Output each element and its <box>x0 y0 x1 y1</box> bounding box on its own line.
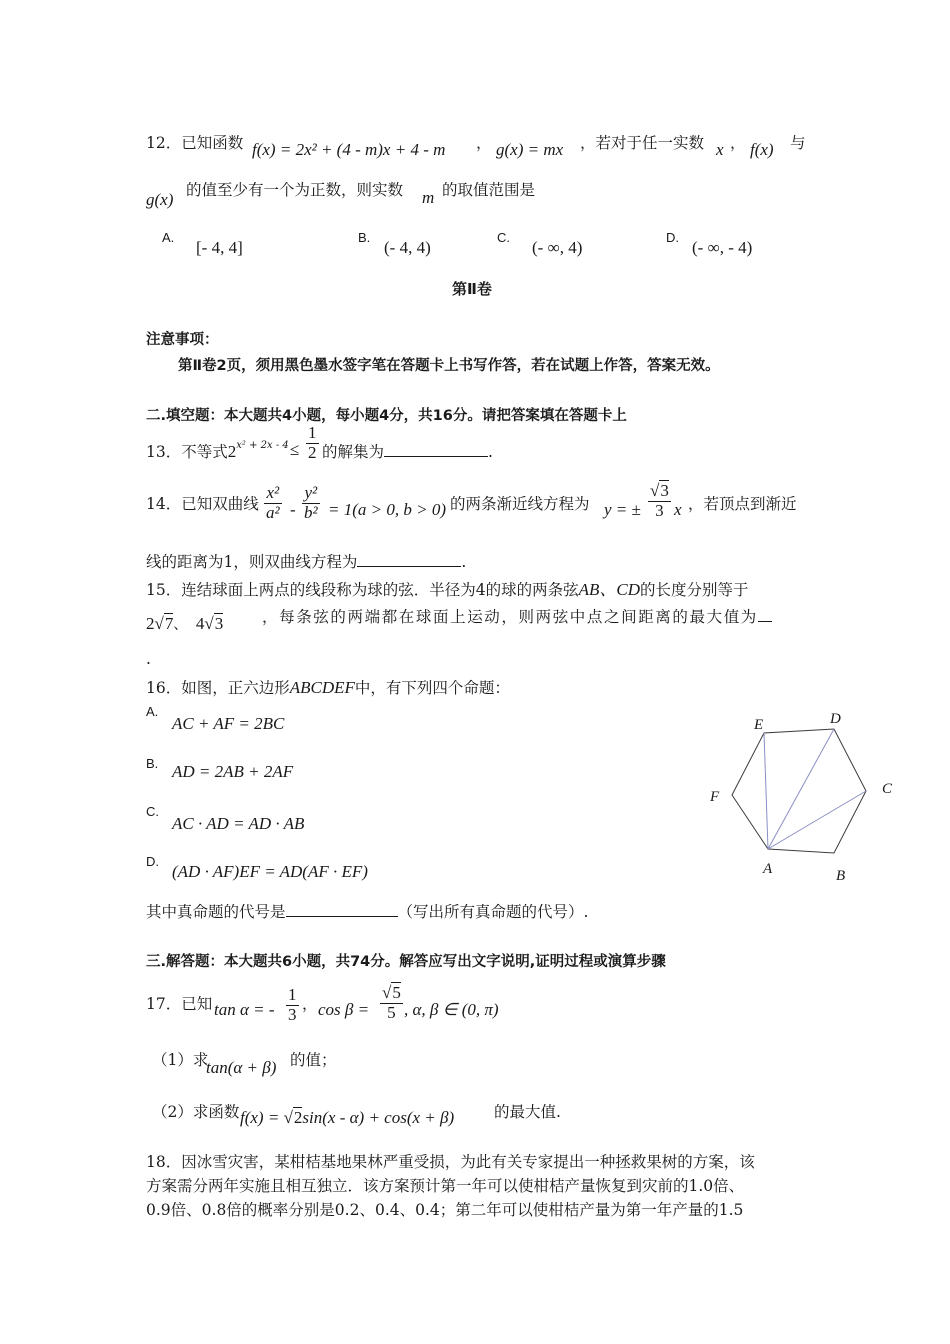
q16-option-b-value: AD = 2AB + 2AF <box>172 762 294 781</box>
q12-option-a-value: [- 4, 4] <box>196 238 243 257</box>
q17-text: 已知 <box>181 995 213 1013</box>
q17-cos-den: 5 <box>387 1002 396 1022</box>
q13-le: ≤ <box>290 440 300 459</box>
q12-line1 <box>146 131 243 153</box>
q14-number: 14． <box>146 495 182 513</box>
q15-coef-2: 4 <box>195 614 205 633</box>
q14-text: 已知双曲线 <box>181 495 259 513</box>
part-2-title: 第Ⅱ卷 <box>452 280 492 298</box>
q12-option-c-label: C. <box>497 230 510 245</box>
q12-option-d-value: (- ∞, - 4) <box>692 238 753 257</box>
q17-part-2-rhs: sin(x - α) + cos(x + β) <box>302 1108 455 1127</box>
hexagon-figure <box>700 705 900 885</box>
q12-option-d-label: D. <box>666 230 679 245</box>
q18-line-1: 18．因冰雪灾害，某柑桔基地果林严重受损，为此有关专家提出一种拯救果树的方案，该 <box>146 1153 755 1171</box>
q12-text-5: 的值至少有一个为正数，则实数 <box>186 181 404 199</box>
q14-text-2: 的两条渐近线方程为 <box>450 495 590 513</box>
q16-text: 如图，正六边形 <box>181 679 290 697</box>
q17-comma: ， <box>302 995 318 1013</box>
q14-sqrt3: 3 <box>660 481 669 500</box>
q17-tan-num: 1 <box>288 985 297 1004</box>
q16-number: 16． <box>146 679 182 697</box>
q14-condition: = 1(a > 0, b > 0) <box>328 500 446 519</box>
q14-asym-fraction: $\frac{√3}{3}$ <box>650 481 669 520</box>
q16-text-2: 中，有下列四个命题： <box>354 679 510 697</box>
q17-intro <box>146 992 212 1014</box>
diagonal-ae <box>764 733 768 849</box>
q15-text-2: ，每条弦的两端都在球面上运动，则两弦中点之间距离的最大值为 <box>262 608 758 626</box>
diagonal-ad <box>768 729 834 849</box>
q12-option-b-value: (- 4, 4) <box>384 238 431 257</box>
q14-den3: 3 <box>655 500 664 520</box>
q14-y-fraction <box>300 484 322 522</box>
q15-text: 15．连结球面上两点的线段称为球的弦．半径为4的球的两条弦 <box>146 581 579 599</box>
q17-tan-den: 3 <box>288 1004 297 1024</box>
q15-line-1 <box>146 575 749 600</box>
q15-lengths: 2√7、 4√3 <box>146 614 224 633</box>
q13-base: 2 <box>227 442 237 461</box>
q14-answer-blank[interactable] <box>357 566 461 567</box>
q13-number: 13． <box>146 443 182 461</box>
q14-y2: y² <box>302 484 320 504</box>
q13-text: 不等式 <box>181 443 228 461</box>
q12-fx: f(x) <box>750 140 774 159</box>
q17-part-2-tail: 的最大值. <box>494 1103 561 1121</box>
vertex-label-e: E <box>754 717 764 733</box>
q13-fraction-den: 2 <box>308 442 317 462</box>
q14-b2: b² <box>304 502 318 522</box>
q14-text-3: ，若顶点到渐近 <box>688 495 797 513</box>
section-2-heading: 二.填空题：本大题共4小题，每小题4分，共16分。请把答案填在答题卡上 <box>146 408 627 424</box>
q16-answer-blank[interactable] <box>286 916 398 917</box>
q17-number: 17． <box>146 995 182 1013</box>
q12-text: 已知函数 <box>181 134 244 152</box>
q14-end: . <box>461 553 467 571</box>
q17-tan: tan α = - <box>214 1000 275 1019</box>
q13-end: . <box>488 443 493 461</box>
q16-prompt: 其中真命题的代号是 <box>146 903 286 921</box>
q14-line-2 <box>146 550 466 572</box>
q12-text-3: ， <box>730 134 746 152</box>
q12-x: x <box>716 140 724 159</box>
q18-line-2: 方案需分两年实施且相互独立．该方案预计第一年可以使柑桔产量恢复到灾前的1.0倍、 <box>146 1177 745 1195</box>
q16-option-d-value: (AD · AF)EF = AD(AF · EF) <box>172 862 368 881</box>
q12-gx: g(x) <box>146 190 174 209</box>
q13-prompt: 的解集为 <box>322 443 385 461</box>
q14-prompt: 线的距离为1，则双曲线方程为 <box>146 553 358 571</box>
q16-option-a-value: AC + AF = 2BC <box>172 714 285 733</box>
q15-separator: 、 <box>173 617 188 633</box>
q13-text-2 <box>322 440 493 462</box>
q12-option-b-label: B. <box>358 230 371 245</box>
vertex-label-f: F <box>710 789 720 805</box>
q13-exponent: x² + 2x - 4 <box>236 440 289 451</box>
q15-text-b: 的长度分别等于 <box>639 581 749 599</box>
q13-answer-blank[interactable] <box>384 456 488 457</box>
q16-answer-line <box>146 900 588 922</box>
q14-minus: - <box>290 500 296 519</box>
q15-answer-blank[interactable] <box>758 621 772 622</box>
q15-radicand-2: 3 <box>214 614 224 633</box>
q13-fraction <box>304 424 321 462</box>
q15-radicand-1: 7 <box>164 614 174 633</box>
q12-f-definition: f(x) = 2x² + (4 - m)x + 4 - m <box>252 140 446 159</box>
q14-x-fraction <box>262 484 284 522</box>
vertex-label-d: D <box>830 711 841 727</box>
q12-g-definition: g(x) = mx <box>496 140 564 159</box>
q16-hexagon-name: ABCDEF <box>289 678 355 697</box>
q12-text-2: ，若对于任一实数 <box>580 134 705 152</box>
q17-part-2-lhs: f(x) = <box>240 1108 280 1127</box>
q16-option-c-label: C. <box>146 804 159 819</box>
q15-tail: . <box>146 650 151 668</box>
q15-line-2 <box>262 605 772 627</box>
q14-a2: a² <box>266 502 280 522</box>
q12-number: 12． <box>146 134 182 152</box>
q17-part-2-sqrt: 2 <box>293 1108 303 1127</box>
notice-body: 第Ⅱ卷2页，须用黑色墨水签字笔在答题卡上书写作答，若在试题上作答，答案无效。 <box>178 358 720 374</box>
q17-tan-fraction <box>284 986 301 1024</box>
q16-tail: （写出所有真命题的代号）. <box>397 903 589 921</box>
q17-cos-num: 5 <box>392 983 401 1002</box>
q16-intro <box>146 676 510 698</box>
q12-option-c-value: (- ∞, 4) <box>532 238 583 257</box>
q16-option-b-label: B. <box>146 756 159 771</box>
q17-cos-fraction: $\frac{√5}{5}$ <box>382 983 401 1022</box>
q15-coef-1: 2 <box>146 614 155 633</box>
vertex-label-c: C <box>882 781 893 797</box>
q16-option-a-label: A. <box>146 704 159 719</box>
q17-part-1-expr: tan(α + β) <box>206 1058 277 1077</box>
q16-option-c-value: AC · AD = AD · AB <box>172 814 305 833</box>
q13-fraction-num: 1 <box>308 423 317 442</box>
q12-comma: ， <box>476 134 492 152</box>
q14-intro <box>146 492 259 514</box>
q16-option-d-label: D. <box>146 854 159 869</box>
q17-part-2-expr: f(x) = √2sin(x - α) + cos(x + β) <box>240 1108 455 1127</box>
notice-heading: 注意事项： <box>146 332 219 348</box>
q17-part-1-label: （1）求 <box>152 1051 209 1069</box>
q14-x: x <box>674 500 682 519</box>
q15-chords: AB、CD <box>578 580 640 599</box>
q13-line <box>146 440 289 462</box>
q17-part-2-label: （2）求函数 <box>152 1103 240 1121</box>
vertex-label-b: B <box>836 868 846 884</box>
q14-x2: x² <box>264 484 282 504</box>
q18-line-3: 0.9倍、0.8倍的概率分别是0.2、0.4、0.4；第二年可以使柑桔产量为第一年产量的1.5 <box>146 1201 744 1219</box>
q17-part-1-tail: 的值； <box>290 1051 337 1069</box>
vertex-label-a: A <box>763 861 773 877</box>
q12-option-a-label: A. <box>162 230 175 245</box>
q17-cos: cos β = <box>318 1000 370 1019</box>
section-3-heading: 三.解答题：本大题共6小题，共74分。解答应写出文字说明,证明过程或演算步骤 <box>146 954 666 970</box>
q17-range: , α, β ∈ (0, π) <box>404 1000 499 1019</box>
hexagon-outline <box>732 729 866 853</box>
q12-text-6: 的取值范围是 <box>442 181 536 199</box>
q12-m: m <box>422 188 435 207</box>
q12-text-4: 与 <box>790 134 806 152</box>
q14-asym-lhs: y = ± <box>604 500 641 519</box>
